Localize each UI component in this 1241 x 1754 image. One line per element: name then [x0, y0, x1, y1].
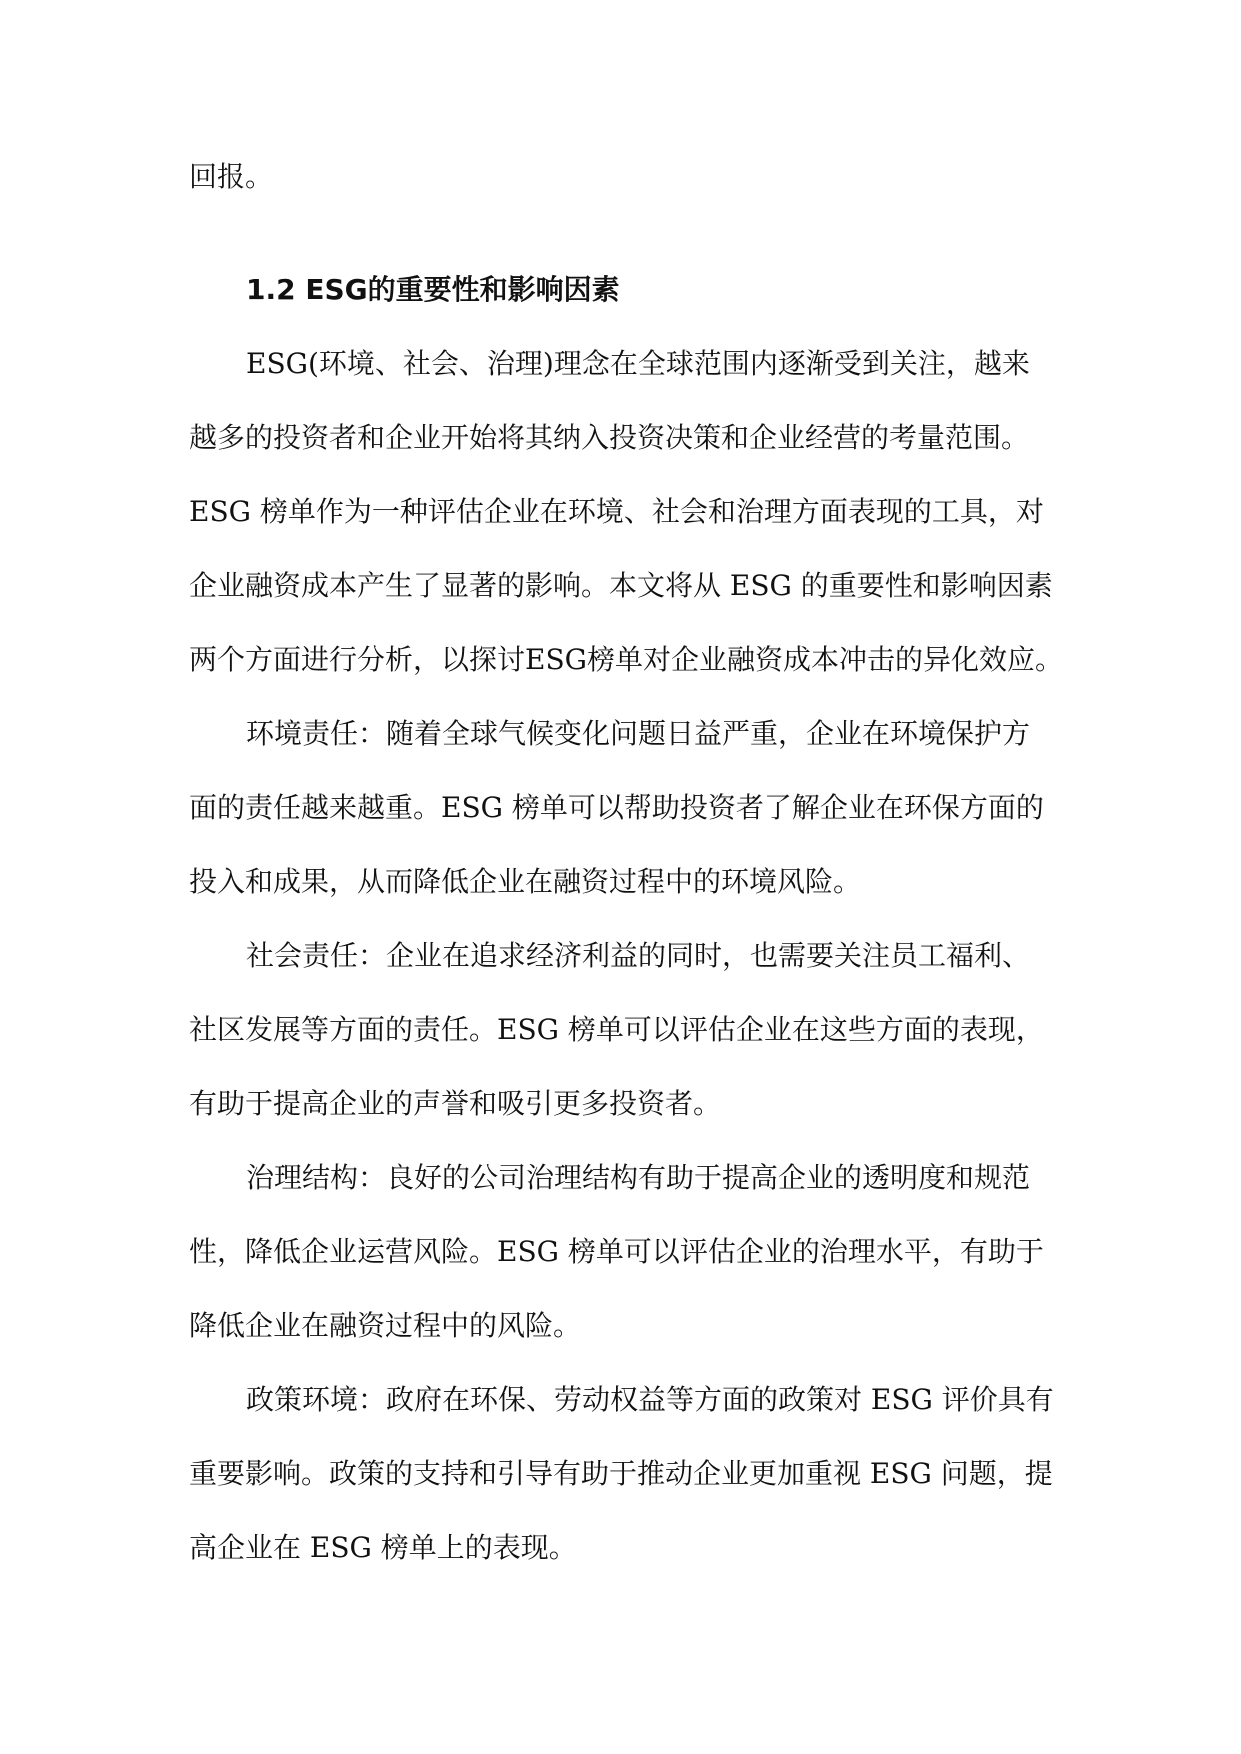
paragraph-line: 有助于提高企业的声誉和吸引更多投资者。	[189, 1087, 722, 1120]
paragraph-line: 社区发展等方面的责任。ESG 榜单可以评估企业在这些方面的表现，	[189, 1013, 1044, 1046]
paragraph-environment	[189, 697, 1051, 919]
paragraph-line: 重要影响。政策的支持和引导有助于推动企业更加重视 ESG 问题，提	[189, 1457, 1053, 1490]
paragraph-policy	[189, 1363, 1054, 1585]
paragraph-line: 政策环境：政府在环保、劳动权益等方面的政策对 ESG 评价具有	[246, 1383, 1054, 1416]
paragraph-line: 性，降低企业运营风险。ESG 榜单可以评估企业的治理水平，有助于	[189, 1235, 1044, 1268]
paragraph-line: 两个方面进行分析，以探讨ESG榜单对企业融资成本冲击的异化效应。	[189, 643, 1063, 676]
document-body	[189, 140, 1063, 1585]
paragraph-line: 环境责任：随着全球气候变化问题日益严重，企业在环境保护方	[246, 717, 1031, 750]
continuation-text: 回报。	[189, 160, 274, 193]
paragraph-intro	[189, 327, 1063, 697]
paragraph-line: 高企业在 ESG 榜单上的表现。	[189, 1531, 577, 1564]
paragraph-line: 降低企业在融资过程中的风险。	[189, 1309, 582, 1342]
paragraph-line: ESG 榜单作为一种评估企业在环境、社会和治理方面表现的工具，对	[189, 495, 1044, 528]
paragraph-line: 面的责任越来越重。ESG 榜单可以帮助投资者了解企业在环保方面的	[189, 791, 1044, 824]
paragraph-line: 治理结构：良好的公司治理结构有助于提高企业的透明度和规范	[246, 1161, 1031, 1194]
paragraph-line: 投入和成果，从而降低企业在融资过程中的环境风险。	[189, 865, 862, 898]
paragraph-line: 越多的投资者和企业开始将其纳入投资决策和企业经营的考量范围。	[189, 421, 1030, 454]
paragraph-governance	[189, 1141, 1051, 1363]
section-heading: 1.2 ESG的重要性和影响因素	[246, 273, 620, 306]
paragraph-line: 社会责任：企业在追求经济利益的同时，也需要关注员工福利、	[246, 939, 1031, 972]
paragraph-social	[189, 919, 1051, 1141]
paragraph-line: ESG(环境、社会、治理)理念在全球范围内逐渐受到关注，越来	[246, 347, 1030, 380]
paragraph-line: 企业融资成本产生了显著的影响。本文将从 ESG 的重要性和影响因素	[189, 569, 1053, 602]
section-gap	[189, 214, 1051, 253]
